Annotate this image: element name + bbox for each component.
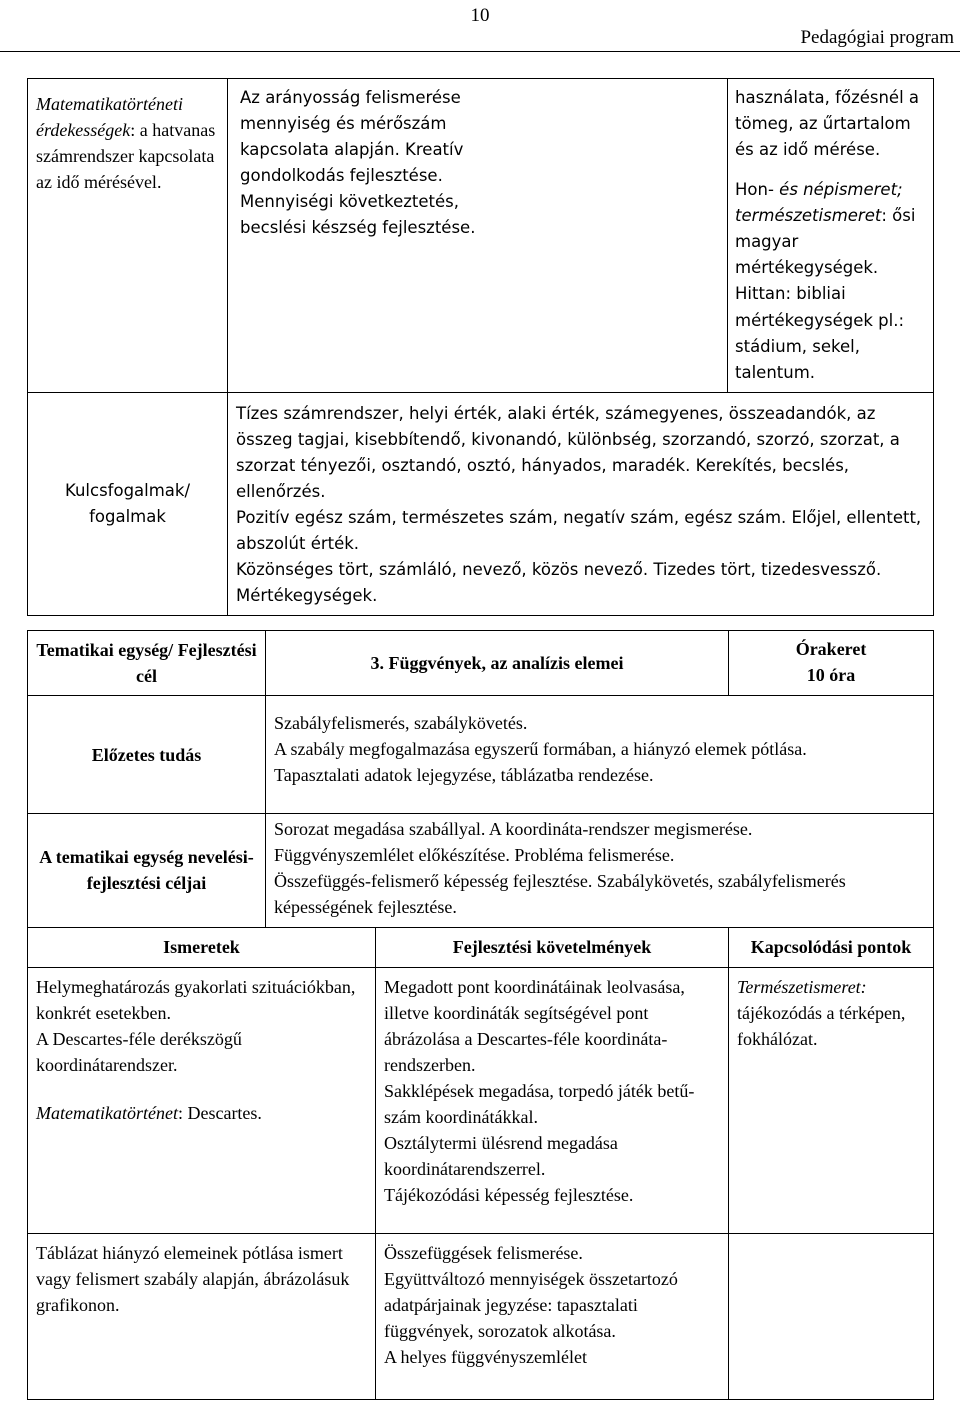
prior-knowledge-label: Előzetes tudás bbox=[28, 696, 266, 814]
knowledge-line-2: A Descartes-féle derékszögű koordinátarendszer. bbox=[36, 1028, 242, 1075]
requirements-line-5: Összefüggések felismerése. bbox=[384, 1242, 583, 1263]
knowledge-history-text: : Descartes. bbox=[177, 1102, 262, 1123]
requirements-cell-2 bbox=[376, 1233, 729, 1399]
knowledge-history-italic: Matematikatörténet bbox=[36, 1102, 178, 1123]
history-notes-italic: Matematikatörténeti érdekességek bbox=[36, 94, 183, 141]
connections-subject: Természetismeret: bbox=[737, 976, 867, 997]
col-header-requirements: Fejlesztési követelmények bbox=[376, 927, 729, 967]
history-notes-text: : a hatvanas számrendszer kapcsolata az idő mérésével. bbox=[36, 120, 216, 193]
requirements-line-7: A helyes függvényszemlélet bbox=[384, 1346, 587, 1367]
goals-line-2: Függvényszemlélet előkészítése. Probléma felismerése. bbox=[274, 845, 675, 866]
prior-knowledge-line-3: Tapasztalati adatok lejegyzése, táblázatba rendezése. bbox=[274, 765, 654, 786]
key-concepts-cell bbox=[228, 392, 934, 616]
prior-knowledge-line-2: A szabály megfogalmazása egyszerű formában, a hiányzó elemek pótlása. bbox=[274, 739, 807, 760]
history-notes-cell bbox=[28, 79, 228, 393]
goals-line-3: Összefüggés-felismerő képesség fejlesztése. Szabálykövetés, szabályfelismerés képességének fejlesztése. bbox=[274, 871, 846, 918]
key-concepts-text-1: Tízes számrendszer, helyi érték, alaki érték, számegyenes, összeadandók, az összeg tagjai, kisebbítendő, kivonandó, különbség, szorzandó, szorzó, szorzat, a szorzat tényezői, osztandó, osztó, hányados, maradék. Kerekítés, becslés, ellenőrzés. bbox=[236, 403, 900, 501]
prior-knowledge-line-1: Szabályfelismerés, szabálykövetés. bbox=[274, 713, 528, 734]
goals-label: A tematikai egység nevelési-fejlesztési céljai bbox=[28, 814, 266, 927]
header-rule bbox=[0, 51, 960, 52]
requirements-cell-1 bbox=[376, 967, 729, 1233]
hours-cell bbox=[729, 631, 934, 696]
top-table bbox=[27, 78, 934, 616]
key-concepts-label: Kulcsfogalmak/ fogalmak bbox=[28, 392, 228, 616]
knowledge-line-3: Táblázat hiányzó elemeinek pótlása ismert vagy felismert szabály alapján, ábrázolásuk grafikonon. bbox=[36, 1242, 350, 1315]
connections-text-1: használata, főzésnél a tömeg, az űrtartalom és az idő mérése. bbox=[735, 88, 920, 160]
hours-value: 10 óra bbox=[806, 665, 856, 686]
connections-detail: tájékozódás a térképen, fokhálózat. bbox=[737, 1002, 906, 1049]
connections-text-2: : ősi magyar mértékegységek. Hittan: bibliai mértékegységek pl.: stádium, sekel, talentum. bbox=[735, 206, 916, 382]
development-requirements-cell bbox=[228, 79, 728, 393]
goals-cell bbox=[266, 814, 934, 927]
knowledge-cell-2 bbox=[28, 1233, 376, 1399]
requirements-line-2: Sakklépések megadása, torpedó játék betű-szám koordinátákkal. bbox=[384, 1080, 695, 1128]
hours-label: Órakeret bbox=[795, 639, 867, 659]
requirements-line-4: Tájékozódási képesség fejlesztése. bbox=[384, 1185, 634, 1206]
col-header-connections: Kapcsolódási pontok bbox=[729, 927, 934, 967]
development-requirements-text: Az arányosság felismerése mennyiség és mérőszám kapcsolata alapján. Kreatív gondolkodás fejlesztése. Mennyiségi következtetés, becslési készség fejlesztése. bbox=[240, 88, 476, 238]
connections-cell-2 bbox=[729, 1233, 934, 1399]
key-concepts-text-3: Közönséges tört, számláló, nevező, közös nevező. Tizedes tört, tizedesvessző. Mértékegységek. bbox=[236, 560, 882, 606]
knowledge-cell-1 bbox=[28, 967, 376, 1233]
goals-line-1: Sorozat megadása szabállyal. A koordináta-rendszer megismerése. bbox=[274, 819, 753, 840]
prior-knowledge-cell bbox=[266, 696, 934, 814]
connections-subject-italic: és népismeret; természetismeret bbox=[735, 180, 903, 226]
col-header-knowledge: Ismeretek bbox=[28, 927, 376, 967]
unit-label: Tematikai egység/ Fejlesztési cél bbox=[28, 631, 266, 696]
document-header-title: Pedagógiai program bbox=[800, 27, 954, 48]
requirements-line-3: Osztálytermi ülésrend megadása koordinátarendszerrel. bbox=[384, 1133, 618, 1180]
key-concepts-text-2: Pozitív egész szám, természetes szám, negatív szám, egész szám. Előjel, ellentett, abszolút érték. bbox=[236, 507, 922, 553]
connections-subject-prefix: Hon- bbox=[735, 180, 774, 200]
page-number: 10 bbox=[470, 5, 490, 26]
knowledge-line-1: Helymeghatározás gyakorlati szituációkban, konkrét esetekben. bbox=[36, 976, 356, 1023]
unit-title: 3. Függvények, az analízis elemei bbox=[266, 631, 729, 696]
unit-table bbox=[27, 630, 934, 1400]
requirements-line-1: Megadott pont koordinátáinak leolvasása, illetve koordináták segítségével pont ábrázolása a Descartes-féle koordináta-rendszerben. bbox=[384, 976, 685, 1075]
connections-cell bbox=[728, 79, 934, 393]
requirements-line-6: Együttváltozó mennyiségek összetartozó adatpárjainak jegyzése: tapasztalati függvények, sorozatok alkotása. bbox=[384, 1268, 678, 1341]
connections-cell-1 bbox=[729, 967, 934, 1233]
